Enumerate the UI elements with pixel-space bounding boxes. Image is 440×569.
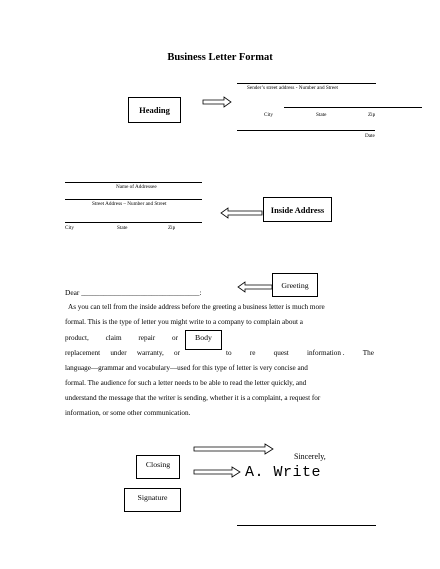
addressee-name-rule <box>65 182 202 183</box>
body-line-8: information, or some other communication. <box>65 409 191 417</box>
body-word: re <box>249 349 256 357</box>
sincerely-text: Sincerely, <box>294 452 326 461</box>
body-word: under <box>110 349 127 357</box>
addressee-blank: ________________________________: <box>81 288 202 297</box>
body-word: claim <box>105 334 122 342</box>
body-line-5: language—grammar and vocabulary—used for this type of letter is very concise and <box>65 364 308 372</box>
closing-box <box>136 455 180 479</box>
body-line-3 <box>65 331 178 346</box>
body-word: product, <box>65 334 89 342</box>
body-line-2: formal. This is the type of letter you might write to a company to complain about a <box>65 318 303 326</box>
heading-city: City <box>264 112 273 118</box>
heading-box <box>128 97 181 123</box>
body-word: The <box>362 349 374 357</box>
date-rule <box>237 130 375 131</box>
heading-zip: Zip <box>368 112 376 118</box>
inside-zip: Zip <box>168 225 176 231</box>
body-line-4-right <box>226 346 374 361</box>
body-word: or <box>173 349 180 357</box>
closing-arrow-top-icon <box>194 444 273 454</box>
salutation-line <box>65 288 202 297</box>
signature-rule <box>237 525 376 526</box>
heading-arrow-icon <box>203 97 231 107</box>
body-word: to <box>226 349 232 357</box>
city-state-zip-rule <box>284 107 422 108</box>
page-title: Business Letter Format <box>167 52 273 63</box>
body-line-6: formal. The audience for such a letter needs to be able to read the letter quickly, and <box>65 379 307 387</box>
addressee-city-rule <box>65 222 202 223</box>
body-line-4-left <box>65 346 180 361</box>
addressee-name-caption: Name of Addressee <box>116 184 157 190</box>
body-word: repair <box>138 334 156 342</box>
inside-state: State <box>117 225 128 231</box>
body-line-7: understand the message that the writer is sending, whether it is a complaint, a request for <box>65 394 321 402</box>
greeting-label: Greeting <box>281 280 309 290</box>
inside-address-box <box>263 197 332 222</box>
inside-city: City <box>65 225 74 231</box>
signature-label: Signature <box>137 493 168 502</box>
greeting-arrow-icon <box>238 282 272 292</box>
heading-label: Heading <box>139 105 170 115</box>
writer-name: A. Write <box>245 464 322 481</box>
inside-address-arrow-icon <box>221 208 262 218</box>
addressee-street-rule <box>65 199 202 200</box>
sender-address-caption: Sender’s street address - Number and Street <box>247 85 338 91</box>
body-word: quest <box>273 349 289 357</box>
inside-address-label: Inside Address <box>270 204 325 215</box>
body-box <box>185 330 222 350</box>
addressee-street-caption: Street Address – Number and Street <box>92 201 167 207</box>
body-word: warranty, <box>136 349 164 357</box>
body-word: or <box>171 334 178 342</box>
heading-date: Date <box>365 133 375 139</box>
greeting-box <box>272 273 318 297</box>
body-line-1: As you can tell from the inside address before the greeting a business letter is much more <box>68 303 325 311</box>
closing-label: Closing <box>145 460 171 469</box>
closing-arrow-bottom-icon <box>194 467 240 477</box>
heading-state: State <box>316 112 327 118</box>
dear-text: Dear <box>65 288 80 297</box>
signature-box <box>124 488 181 512</box>
body-label: Body <box>195 333 212 342</box>
sender-address-rule <box>237 83 376 84</box>
body-word: information . <box>307 349 345 357</box>
body-word: replacement <box>65 349 101 357</box>
